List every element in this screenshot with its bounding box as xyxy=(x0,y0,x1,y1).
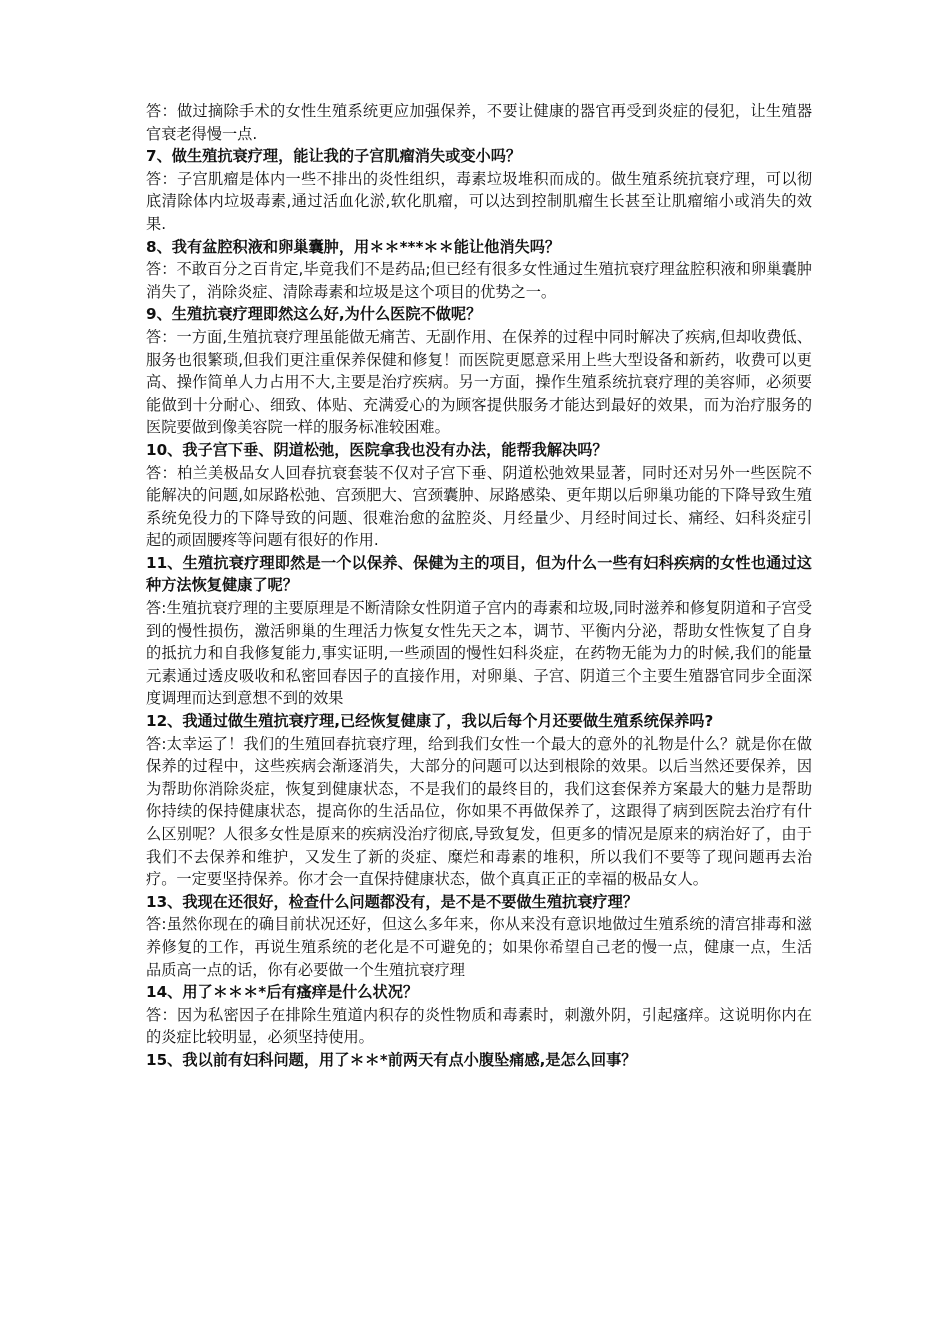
question-15: 15、我以前有妇科问题，用了＊＊*前两天有点小腹坠痛感,是怎么回事？ xyxy=(146,1050,637,1069)
answer-13: 答:虽然你现在的确目前状况还好，但这么多年来，你从来没有意识地做过生殖系统的清宫排毒和滋养修复的工作，再说生殖系统的老化是不可避免的；如果你希望自己老的慢一点，健康一点，生活品质高一点的话，你有必要做一个生殖抗衰疗理 xyxy=(146,915,812,979)
question-10: 10、我子宫下垂、阴道松弛，医院拿我也没有办法，能帮我解决吗？ xyxy=(146,440,608,459)
answer-14: 答：因为私密因子在排除生殖道内积存的炎性物质和毒素时，刺激外阴，引起瘙痒。这说明你内在的炎症比较明显，必须坚持使用。 xyxy=(146,1005,812,1047)
document-body xyxy=(146,100,812,1072)
question-11: 11、生殖抗衰疗理即然是一个以保养、保健为主的项目，但为什么一些有妇科疾病的女性也通过这种方法恢复健康了呢？ xyxy=(146,553,812,595)
answer-9: 答：一方面,生殖抗衰疗理虽能做无痛苦、无副作用、在保养的过程中同时解决了疾病,但却收费低、服务也很繁琐,但我们更注重保养保健和修复！而医院更愿意采用上些大型设备和新药，收费可以更高、操作简单人力占用不大,主要是治疗疾病。另一方面，操作生殖系统抗衰疗理的美容师，必须要能做到十分耐心、细致、体贴、充满爱心的为顾客提供服务才能达到最好的效果，而为治疗服务的医院要做到像美容院一样的服务标准较困难。 xyxy=(146,327,812,437)
question-9: 9、生殖抗衰疗理即然这么好,为什么医院不做呢？ xyxy=(146,305,482,324)
answer-8: 答：不敢百分之百肯定,毕竟我们不是药品;但已经有很多女性通过生殖抗衰疗理盆腔积液和卵巢囊肿消失了，消除炎症、清除毒素和垃圾是这个项目的优势之一。 xyxy=(146,260,812,301)
answer-10: 答：柏兰美极品女人回春抗衰套装不仅对子宫下垂、阴道松弛效果显著，同时还对另外一些医院不能解决的问题,如尿路松弛、宫颈肥大、宫颈囊肿、尿路感染、更年期以后卵巢功能的下降导致生殖系统免役力的下降导致的问题、很难治愈的盆腔炎、月经量少、月经时间过长、痛经、妇科炎症引起的顽固腰疼等问题有很好的作用. xyxy=(146,463,812,550)
question-7: 7、做生殖抗衰疗理，能让我的子宫肌瘤消失或变小吗？ xyxy=(146,147,522,166)
question-14: 14、用了＊＊＊*后有瘙痒是什么状况？ xyxy=(146,983,419,1002)
question-13: 13、我现在还很好，检查什么问题都没有，是不是不要做生殖抗衰疗理？ xyxy=(146,892,638,911)
question-8: 8、我有盆腔积液和卵巢囊肿，用＊＊***＊＊能让他消失吗？ xyxy=(146,237,561,256)
answer-7: 答：子宫肌瘤是体内一些不排出的炎性组织，毒素垃圾堆积而成的。做生殖系统抗衰疗理，可以彻底清除体内垃圾毒素,通过活血化淤,软化肌瘤，可以达到控制肌瘤生长甚至让肌瘤缩小或消失的效果. xyxy=(146,169,812,233)
answer-6: 答：做过摘除手术的女性生殖系统更应加强保养，不要让健康的器官再受到炎症的侵犯，让生殖器官衰老得慢一点. xyxy=(146,102,812,143)
answer-11: 答:生殖抗衰疗理的主要原理是不断清除女性阴道子宫内的毒素和垃圾,同时滋养和修复阴道和子宫受到的慢性损伤，激活卵巢的生理活力恢复女性先天之本，调节、平衡内分泌，帮助女性恢复了自身的抵抗力和自我修复能力,事实证明,一些顽固的慢性妇科炎症，在药物无能为力的时候,我们的能量元素通过透皮吸收和私密回春因子的直接作用，对卵巢、子宫、阴道三个主要生殖器官同步全面深度调理而达到意想不到的效果 xyxy=(146,599,812,708)
question-12: 12、我通过做生殖抗衰疗理,已经恢复健康了，我以后每个月还要做生殖系统保养吗? xyxy=(146,712,714,731)
answer-12: 答:太幸运了！我们的生殖回春抗衰疗理，给到我们女性一个最大的意外的礼物是什么？就是你在做保养的过程中，这些疾病会渐逐消失，大部分的问题可以达到根除的效果。以后当然还要保养，因为帮助你消除炎症，恢复到健康状态，不是我们的最终目的，我们这套保养方案最大的魅力是帮助你持续的保持健康状态，提高你的生活品位，你如果不再做保养了，这跟得了病到医院去治疗有什么区别呢？人很多女性是原来的疾病没治疗彻底,导致复发，但更多的情况是原来的病治好了，由于我们不去保养和维护，又发生了新的炎症、糜烂和毒素的堆积，所以我们不要等了现问题再去治疗。一定要坚持保养。你才会一直保持健康状态，做个真真正正的幸福的极品女人。 xyxy=(146,734,812,889)
